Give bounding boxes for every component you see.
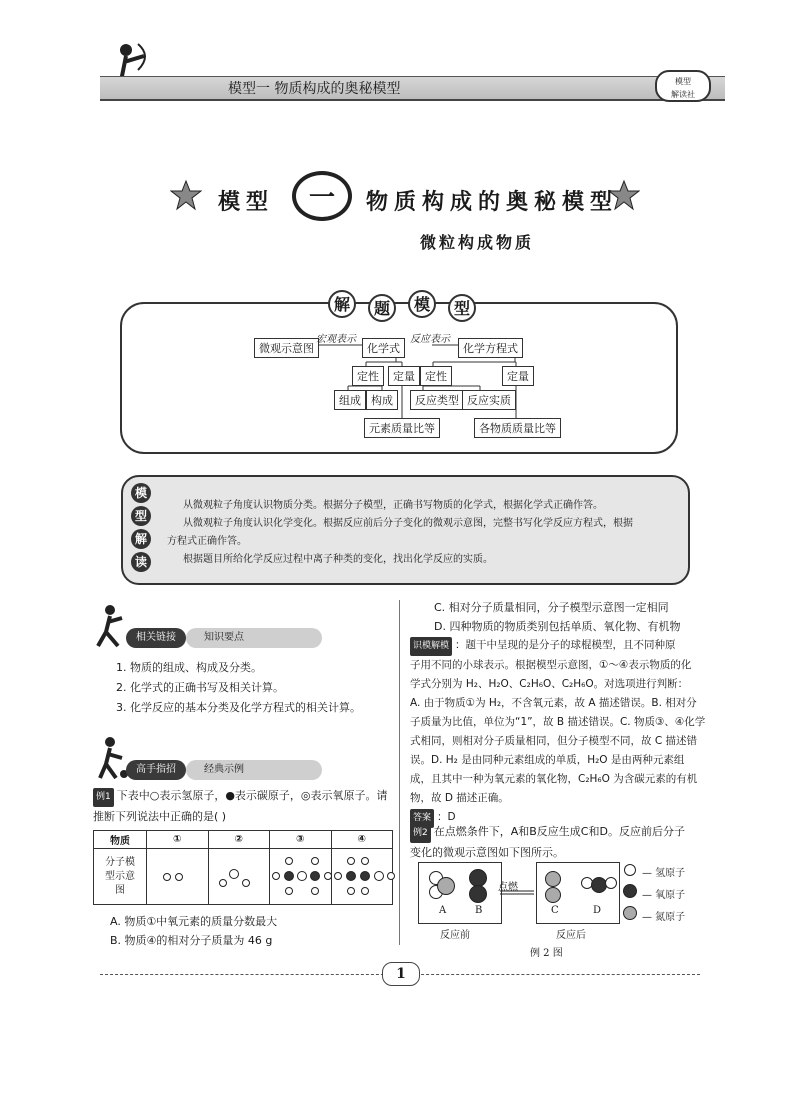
example2-question: 例2 在点燃条件下，A和B反应生成C和D。反应前后分子 变化的微观示意图如下图所示。 — [410, 825, 685, 859]
node-substance-mass-ratio: 各物质质量比等 — [474, 418, 561, 438]
interpretation-line: 从微观粒子角度认识物质分类。根据分子模型，正确书写物质的化学式，根据化学式正确作答。 — [183, 500, 603, 511]
before-label: 反应前 — [440, 930, 470, 941]
example1-question: 例1 下表中○表示氢原子，●表示碳原子，◎表示氧原子。请 推断下列说法中正确的是( ) — [93, 789, 388, 823]
molecule-c2h6o-a — [270, 849, 332, 905]
column-divider — [399, 600, 400, 945]
node-quantitative: 定量 — [388, 366, 420, 386]
after-label: 反应后 — [556, 930, 586, 941]
molecule-c2h6o-b — [331, 849, 393, 905]
runner-icon — [94, 604, 130, 648]
interpretation-line: 根据题目所给化学反应过程中离子种类的变化，找出化学反应的实质。 — [183, 554, 493, 565]
after-reaction-box: C D — [536, 862, 620, 924]
example1-options-cd — [434, 598, 680, 636]
reaction-condition: 点燃 — [498, 882, 518, 893]
examples-banner: 经典示例 高手指招 — [126, 760, 296, 780]
node-structure: 构成 — [366, 390, 398, 410]
star-icon — [170, 179, 202, 211]
node-qualitative: 定性 — [352, 366, 384, 386]
running-header — [100, 68, 725, 104]
legend-oxygen: — 氧原子 — [642, 890, 686, 901]
option-d: D. 四种物质的物质类别包括单质、氧化物、有机物 — [434, 620, 681, 633]
subtitle: 微粒构成物质 — [420, 233, 535, 252]
node-formula: 化学式 — [362, 338, 405, 358]
title-prefix: 模型 — [218, 190, 275, 215]
series-badge: 模型 解读社 — [655, 70, 711, 102]
list-item: 3. 化学反应的基本分类及化学方程式的相关计算。 — [116, 701, 361, 714]
edge-macro: 宏观表示 — [316, 334, 356, 345]
knowledge-banner: 知识要点 相关链接 — [126, 628, 296, 648]
reaction-arrow-icon — [500, 888, 536, 898]
title-number: 一 — [292, 171, 352, 221]
example1-analysis: 识模解模 ：题干中呈现的是分子的球棍模型，且不同种原 子用不同的小球表示。根据模型示意图，①～④表示物质的化 学式分别为 H₂、H₂O、C₂H₆O、C₂H₆O。对选项进行判断： A. 由于物质①为 H₂，不含氧元素，故 A 描述错误。B. 相对分 子质量为比值，单位为“1”，故 B 描述错误。C. 物质③、④化学 式相同，则相对分子质量相同，但分子模型不同，故 C 描述错 误。D. H₂ 是由同种元素组成的单质，H₂O 是由两种元素组 成，且其中一种为氧元素的氧化物，C₂H₆O 为含碳元素的有机 物，故 D 描述正确。 答案 ：D — [410, 636, 710, 828]
node-qualitative-2: 定性 — [420, 366, 452, 386]
interpretation-line: 方程式正确作答。 — [167, 536, 247, 547]
node-reaction-type: 反应类型 — [410, 390, 464, 410]
node-reaction-essence: 反应实质 — [462, 390, 516, 410]
node-composition: 组成 — [334, 390, 366, 410]
node-element-mass-ratio: 元素质量比等 — [364, 418, 440, 438]
knowledge-list — [116, 658, 361, 718]
chapter-title — [170, 165, 640, 255]
node-quantitative-2: 定量 — [502, 366, 534, 386]
before-reaction-box: A B — [418, 862, 502, 924]
page-number: 1 — [382, 962, 420, 986]
node-equation: 化学方程式 — [458, 338, 523, 358]
figure-caption: 例 2 图 — [530, 948, 563, 959]
legend-nitrogen: — 氮原子 — [642, 912, 686, 923]
nitrogen-legend-icon — [623, 906, 637, 920]
edge-reaction: 反应表示 — [410, 334, 450, 345]
example1-options-ab — [110, 912, 277, 950]
interpretation-side-label: 模 型 解 读 — [131, 483, 153, 575]
legend-hydrogen: — 氢原子 — [642, 868, 686, 879]
molecule-table: 物质 ① ② ③ ④ 分子模 型示意 图 — [93, 830, 393, 905]
list-item: 1. 物质的组成、构成及分类。 — [116, 661, 262, 674]
node-micro-diagram: 微观示意图 — [254, 338, 319, 358]
page-title: 物质构成的奥秘模型 — [366, 190, 619, 215]
player-icon — [94, 736, 130, 780]
model-interpretation-box — [121, 475, 690, 585]
solve-model-title: 解 题 模 型 — [318, 288, 498, 322]
hydrogen-legend-icon — [624, 864, 636, 876]
list-item: 2. 化学式的正确书写及相关计算。 — [116, 681, 284, 694]
option-b: B. 物质④的相对分子质量为 46 g — [110, 934, 273, 947]
interpretation-line: 从微观粒子角度认识化学变化。根据反应前后分子变化的微观示意图，完整书写化学反应方程式，根据 — [183, 518, 633, 529]
option-a: A. 物质①中氧元素的质量分数最大 — [110, 915, 278, 928]
option-c: C. 相对分子质量相同，分子模型示意图一定相同 — [434, 601, 669, 614]
running-title: 模型一 物质构成的奥秘模型 — [228, 81, 401, 97]
oxygen-legend-icon — [623, 884, 637, 898]
molecule-h2o — [208, 849, 270, 905]
molecule-h2 — [147, 849, 209, 905]
